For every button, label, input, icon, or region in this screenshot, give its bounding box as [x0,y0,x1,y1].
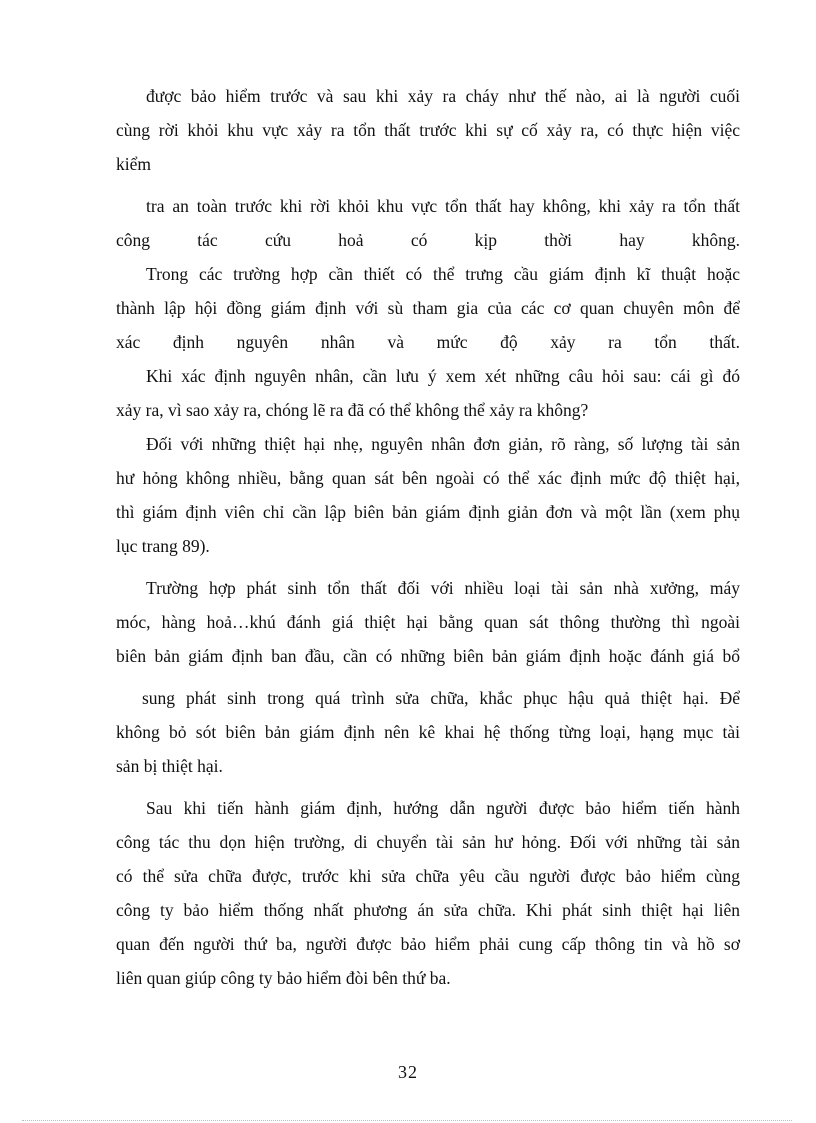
paragraph-4 [116,362,740,430]
text-line: Đối với những thiệt hại nhẹ, nguyên nhân đơn giản, rõ ràng, số lượng tài sản [146,434,740,454]
text-line: Trong các trường hợp cần thiết có thể trưng cầu giám định kĩ thuật hoặc [146,264,740,284]
page-number: 32 [398,1062,418,1082]
text-line: sản bị thiệt hại. [116,756,223,776]
text-line: xảy ra, vì sao xảy ra, chóng lẽ ra đã có thể không thể xảy ra không? [116,400,589,420]
text-line: xác định nguyên nhân và mức độ xảy ra tổn thất. [116,332,740,352]
paragraph-5 [116,430,740,566]
text-line: công tác cứu hoả có kịp thời hay không. [116,230,740,250]
text-line: liên quan giúp công ty bảo hiểm đòi bên thứ ba. [116,968,451,988]
text-line: được bảo hiểm trước và sau khi xảy ra cháy như thế nào, ai là người cuối [146,86,740,106]
text-line: quan đến người thứ ba, người được bảo hiểm phải cung cấp thông tin và hồ sơ [116,934,740,954]
text-line: kiểm [116,154,151,174]
document-body [116,82,740,998]
text-line: biên bản giám định ban đầu, cần có những biên bản giám định hoặc đánh giá bổ [116,646,740,666]
paragraph-3 [116,260,740,362]
paragraph-8 [116,794,740,998]
text-line: hư hỏng không nhiều, bằng quan sát bên ngoài có thể xác định mức độ thiệt hại, [116,468,740,488]
paragraph-7 [116,684,740,786]
paragraph-1 [116,82,740,184]
text-line: Khi xác định nguyên nhân, cần lưu ý xem xét những câu hỏi sau: cái gì đó [146,366,740,386]
text-line: không bỏ sót biên bản giám định nên kê khai hệ thống từng loại, hạng mục tài [116,722,740,742]
text-line: tra an toàn trước khi rời khỏi khu vực tổn thất hay không, khi xảy ra tổn thất [146,196,740,216]
paragraph-2 [116,192,740,260]
text-line: thành lập hội đồng giám định với sù tham gia của các cơ quan chuyên môn để [116,298,740,318]
text-line: có thể sửa chữa được, trước khi sửa chữa yêu cầu người được bảo hiểm cùng [116,866,740,886]
text-line: móc, hàng hoả…khú đánh giá thiệt hại bằng quan sát thông thường thì ngoài [116,612,740,632]
text-line: Trường hợp phát sinh tổn thất đối với nhiều loại tài sản nhà xưởng, máy [146,578,740,598]
text-line: công tác thu dọn hiện trường, di chuyển tài sản hư hỏng. Đối với những tài sản [116,832,740,852]
text-line: thì giám định viên chỉ cần lập biên bản giám định giản đơn và một lần (xem phụ [116,502,740,522]
text-line: sung phát sinh trong quá trình sửa chữa, khắc phục hậu quả thiệt hại. Để [142,688,740,708]
text-line: cùng rời khỏi khu vực xảy ra tổn thất trước khi sự cố xảy ra, có thực hiện việc [116,120,740,140]
text-line: Sau khi tiến hành giám định, hướng dẫn người được bảo hiểm tiến hành [146,798,740,818]
paragraph-6 [116,574,740,676]
text-line: công ty bảo hiểm thống nhất phương án sửa chữa. Khi phát sinh thiệt hại liên [116,900,740,920]
page-bottom-divider [22,1120,792,1121]
text-line: lục trang 89). [116,536,210,556]
